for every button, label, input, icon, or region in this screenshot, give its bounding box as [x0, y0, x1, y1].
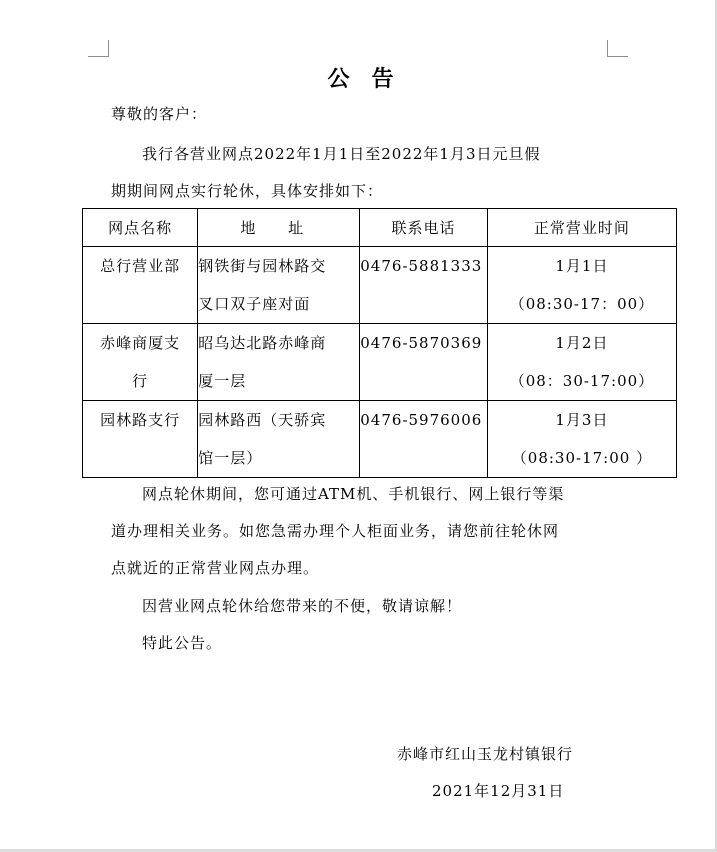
address-cell [198, 247, 360, 324]
notice-title: 公 告 [327, 67, 394, 92]
header-phone: 联系电话 [360, 209, 488, 247]
business-hours: （08:30-17：00） [509, 295, 655, 313]
phone-cell: 0476-5870369 [360, 324, 488, 401]
greeting: 尊敬的客户： [111, 105, 208, 123]
header-address: 地 址 [198, 209, 360, 247]
business-date: 1月1日 [555, 257, 609, 275]
apology-line: 因营业网点轮休给您带来的不便，敬请谅解！ [142, 597, 463, 615]
branch-name: 园林路支行 [100, 411, 181, 429]
hours-cell [487, 324, 676, 401]
address-cell [198, 324, 360, 401]
address-line: 钢铁街与园林路交 [198, 257, 327, 275]
crop-mark-top-right [607, 40, 628, 57]
business-hours: （08：30-17:00） [509, 372, 655, 390]
intro-line: 期期间网点实行轮休，具体安排如下： [111, 182, 384, 200]
branch-cell [83, 324, 198, 401]
body-line: 网点轮休期间，您可通过ATM机、手机银行、网上银行等渠 [142, 485, 565, 503]
closing-line: 特此公告。 [142, 634, 223, 652]
phone-cell: 0476-5976006 [360, 401, 488, 478]
body-line: 点就近的正常营业网点办理。 [111, 559, 320, 577]
branch-cell [83, 247, 198, 324]
hours-cell [487, 401, 676, 478]
table-row [83, 401, 677, 478]
table-row [83, 247, 677, 324]
branch-name: 总行营业部 [100, 257, 181, 275]
branch-name-cont: 行 [132, 372, 149, 390]
branch-name: 赤峰商厦支 [100, 334, 181, 352]
branch-cell [83, 401, 198, 478]
address-line: 园林路西（天骄宾 [198, 411, 327, 429]
business-hours: （08:30-17:00 ） [511, 449, 653, 467]
body-line: 道办理相关业务。如您急需办理个人柜面业务，请您前往轮休网 [111, 522, 560, 540]
header-hours: 正常营业时间 [487, 209, 676, 247]
intro-line: 我行各营业网点2022年1月1日至2022年1月3日元旦假 [142, 145, 541, 163]
table-row [83, 324, 677, 401]
signature: 赤峰市红山玉龙村镇银行 [397, 745, 574, 763]
table-header-row [83, 209, 677, 247]
business-date: 1月2日 [555, 334, 609, 352]
schedule-table [82, 208, 677, 478]
address-line: 昭乌达北路赤峰商 [198, 334, 327, 352]
hours-cell [487, 247, 676, 324]
crop-mark-top-left [88, 40, 109, 57]
address-cell [198, 401, 360, 478]
phone-cell: 0476-5881333 [360, 247, 488, 324]
business-date: 1月3日 [555, 411, 609, 429]
address-line: 叉口双子座对面 [198, 295, 311, 313]
signature-date: 2021年12月31日 [432, 782, 565, 800]
address-line: 馆一层） [198, 449, 263, 467]
header-branch: 网点名称 [83, 209, 198, 247]
address-line: 厦一层 [198, 372, 247, 390]
